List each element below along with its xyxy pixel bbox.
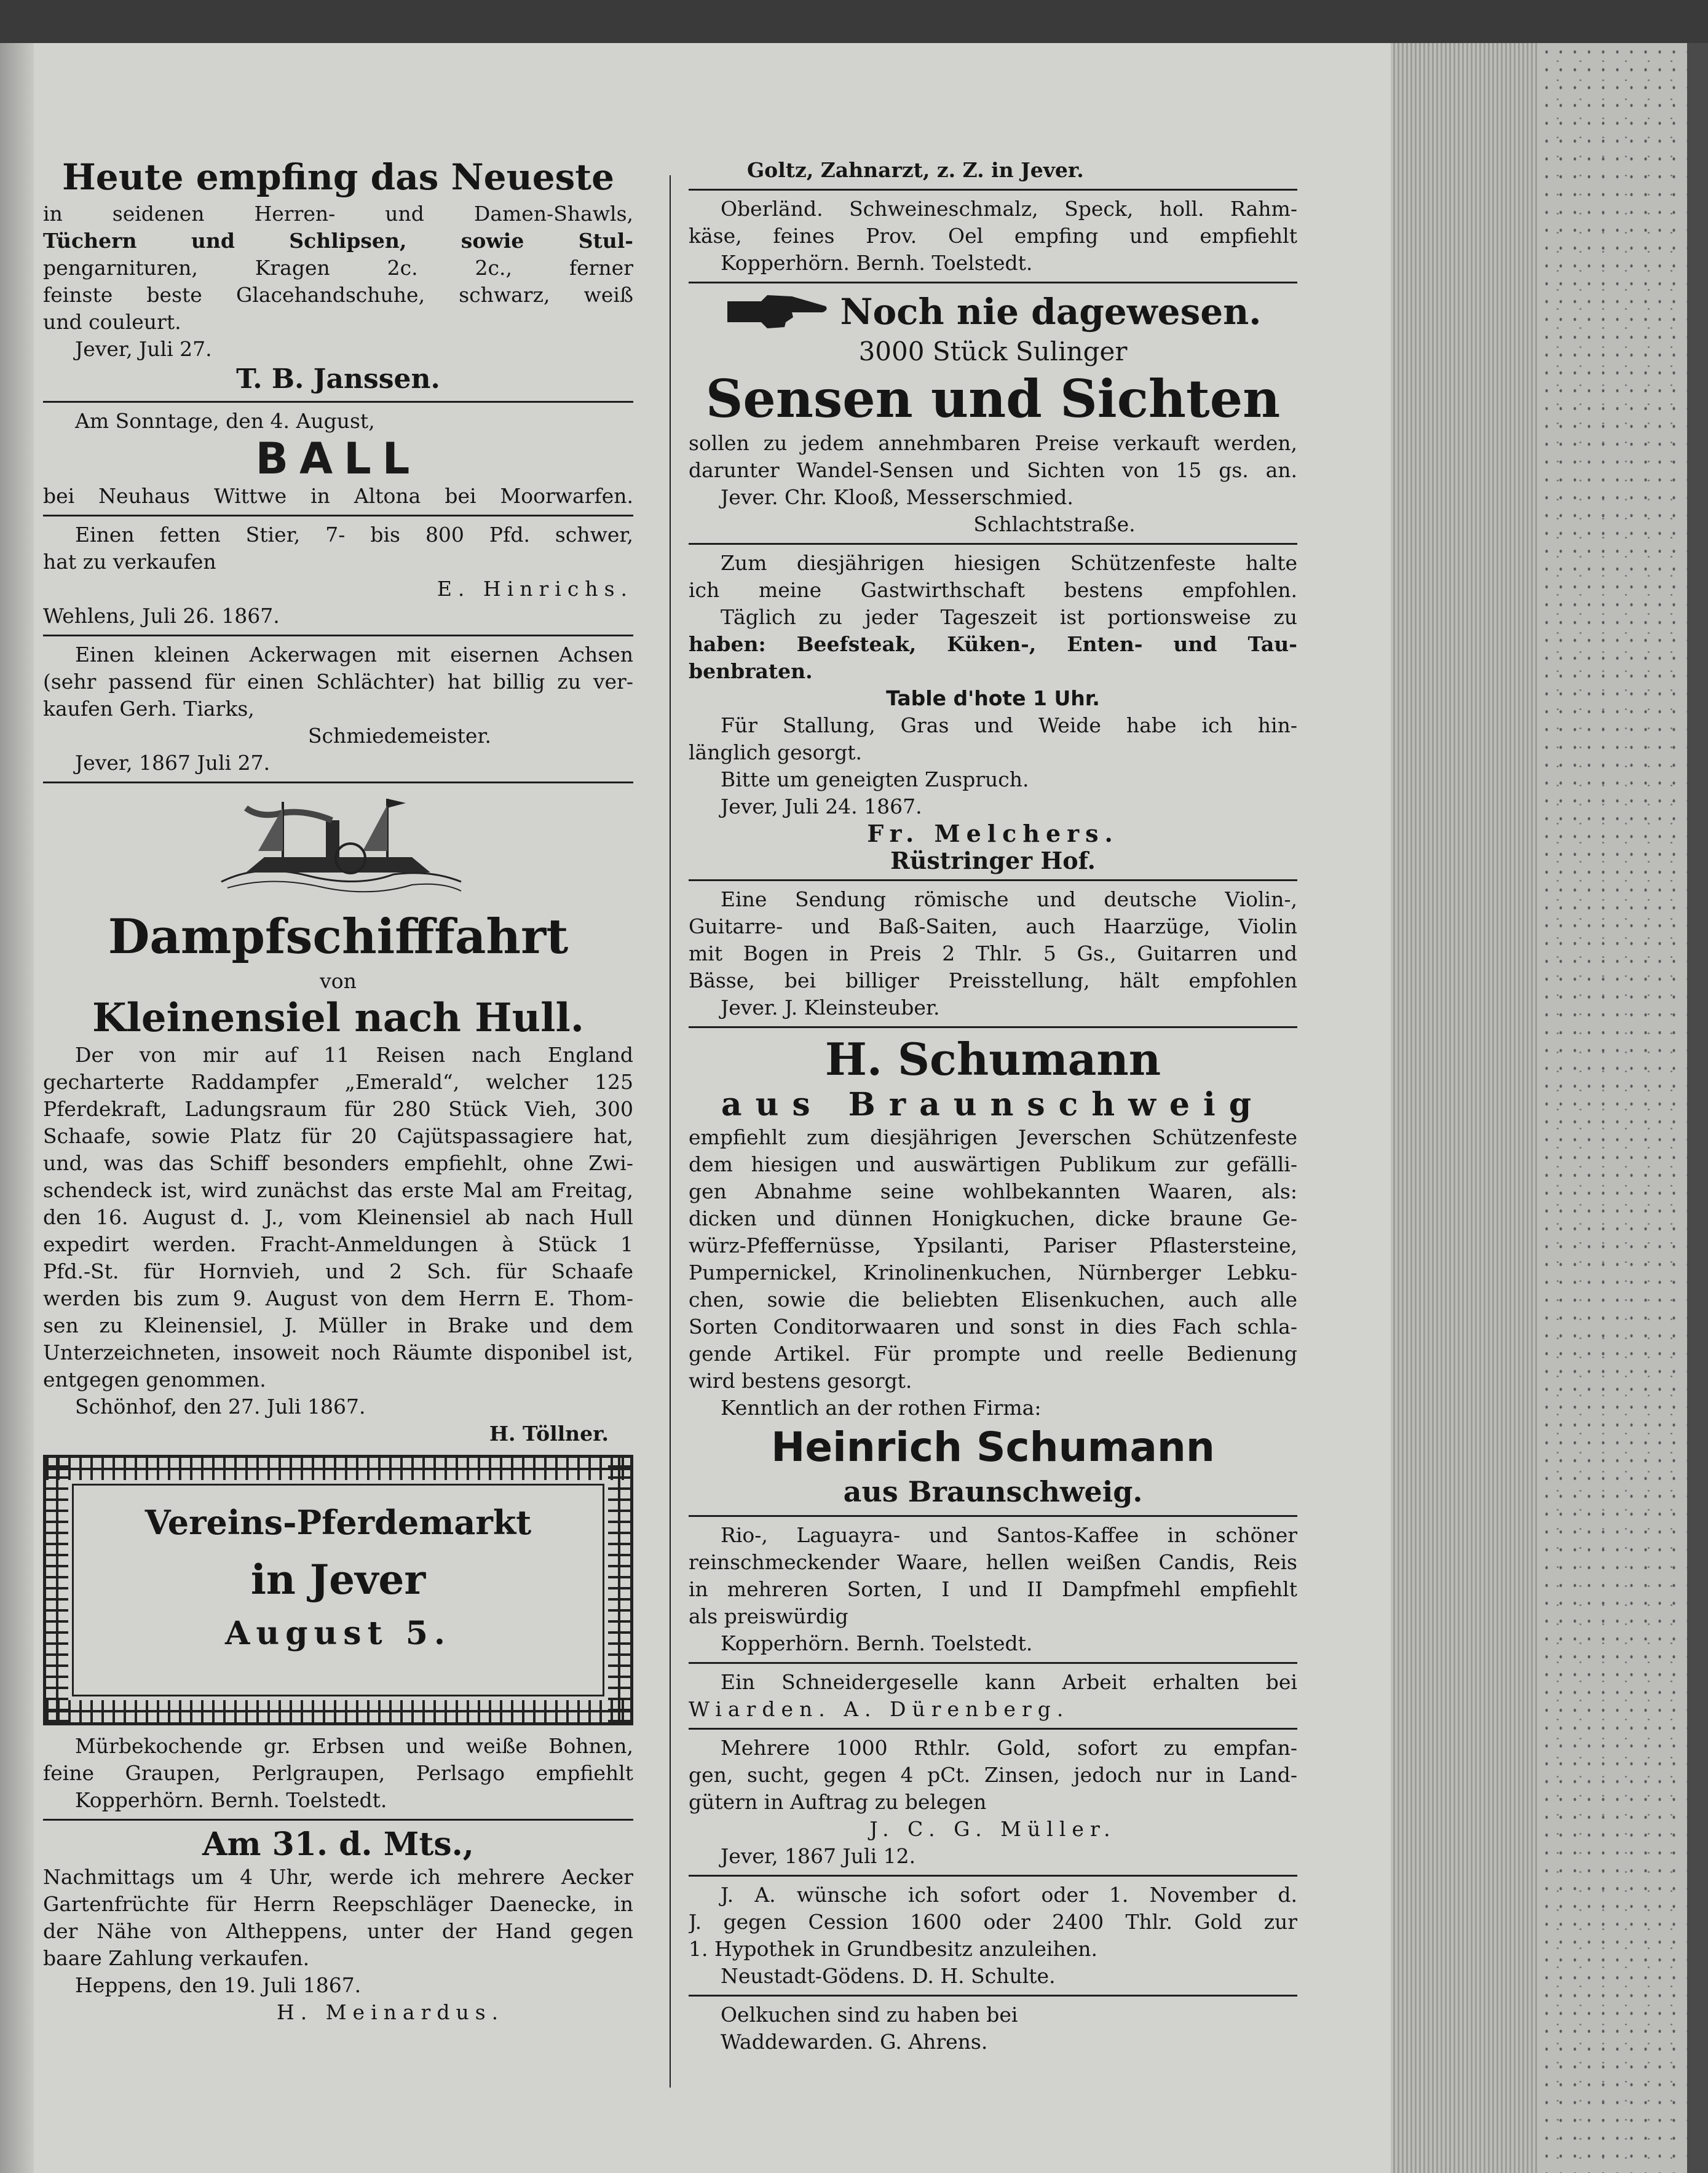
ad-line: Zum diesjährigen hiesigen Schützenfeste halte <box>721 551 1297 575</box>
ad-headline: Am 31. d. Mts., <box>202 1826 474 1863</box>
ad-saiten <box>689 886 1297 1021</box>
ad-line: mit Bogen in Preis 2 Thlr. 5 Gs., Guitarren und <box>689 941 1297 965</box>
separator <box>43 782 633 783</box>
ad-goltz: Goltz, Zahnarzt, z. Z. in Jever. <box>747 158 1084 182</box>
ad-line: expedirt werden. Fracht-Anmeldungen à Stück 1 <box>43 1232 633 1256</box>
separator <box>689 189 1297 191</box>
frame-border <box>46 1700 630 1722</box>
ad-line: entgegen genommen. <box>43 1368 266 1391</box>
separator <box>689 1728 1297 1730</box>
ad-line: feinste beste Glacehandschuhe, schwarz, weiß <box>43 283 633 307</box>
ad-signature: E. Hinrichs. <box>437 577 633 601</box>
ad-dateline: Jever, Juli 27. <box>75 337 212 361</box>
ad-line: würz-Pfeffernüsse, Ypsilanti, Pariser Pflastersteine, <box>689 1233 1297 1257</box>
ad-dateline: Wehlens, Juli 26. 1867. <box>43 604 280 628</box>
page-edges <box>1391 43 1540 2173</box>
ad-erbsen <box>43 1733 633 1814</box>
separator <box>689 1515 1297 1517</box>
ad-am-31 <box>43 1826 633 2026</box>
ad-ball <box>43 408 633 510</box>
ad-line: ich meine Gastwirthschaft bestens empfohlen. <box>689 578 1297 602</box>
ad-dateline: Schönhof, den 27. Juli 1867. <box>75 1395 366 1419</box>
ad-headline: Dampfschifffahrt <box>108 909 569 965</box>
ad-line: Täglich zu jeder Tageszeit ist portionsweise zu <box>721 605 1297 629</box>
ad-line: länglich gesorgt. <box>689 740 863 764</box>
separator <box>689 282 1297 283</box>
ad-dateline: Jever, Juli 24. 1867. <box>721 794 922 818</box>
frame-border <box>46 1458 630 1480</box>
ad-line: Rio-, Laguayra- und Santos-Kaffee in schöner <box>721 1523 1297 1547</box>
ad-subheadline: Kleinensiel nach Hull. <box>92 995 585 1041</box>
ad-line: Ein Schneidergeselle kann Arbeit erhalten bei <box>721 1670 1297 1694</box>
ad-headline: Heute empfing das Neueste <box>62 156 614 198</box>
separator <box>43 515 633 517</box>
ad-von: von <box>320 969 357 993</box>
ad-line: den 16. August d. J., vom Kleinensiel ab nach Hull <box>43 1205 633 1229</box>
ad-place: Rüstringer Hof. <box>890 847 1096 874</box>
ad-street: Schlachtstraße. <box>973 512 1136 536</box>
ad-line: feine Graupen, Perlgraupen, Perlsago empfiehlt <box>43 1761 633 1785</box>
ad-line: (sehr passend für einen Schlächter) hat billig zu ver- <box>43 670 633 694</box>
ad-dateline: Jever, 1867 Juli 27. <box>75 751 271 775</box>
ad-line: Am Sonntage, den 4. August, <box>75 409 375 433</box>
ad-line: gen, sucht, gegen 4 pCt. Zinsen, jedoch nur in Land- <box>689 1763 1297 1787</box>
separator <box>689 543 1297 545</box>
separator <box>43 1819 633 1821</box>
ad-line: Guitarre- und Baß-Saiten, auch Haarzüge, Violin <box>689 914 1297 938</box>
ad-headline: in Jever <box>250 1556 426 1604</box>
ad-headline: BALL <box>255 433 421 484</box>
ad-schumann <box>689 1033 1297 1510</box>
ad-line: pengarnituren, Kragen 2c. 2c., ferner <box>43 256 633 280</box>
ad-line: Schaafe, sowie Platz für 20 Cajütspassagiere hat, <box>43 1124 633 1148</box>
ad-line: kaufen Gerh. Tiarks, <box>43 697 255 721</box>
ad-line: benbraten. <box>689 659 813 683</box>
ad-line: der Nähe von Altheppens, unter der Hand gegen <box>43 1919 633 1943</box>
ad-firm: Heinrich Schumann <box>771 1423 1215 1471</box>
ad-line: sen zu Kleinensiel, J. Müller in Brake und dem <box>43 1313 633 1337</box>
ad-line: Mürbekochende gr. Erbsen und weiße Bohnen, <box>75 1734 633 1758</box>
ad-line: schendeck ist, wird zunächst das erste Mal am Freitag, <box>43 1178 633 1202</box>
ad-line: Pferdekraft, Ladungsraum für 280 Stück Vieh, 300 <box>43 1097 633 1121</box>
ad-line: baare Zahlung verkaufen. <box>43 1946 310 1970</box>
ad-signature: Kopperhörn. Bernh. Toelstedt. <box>721 251 1033 275</box>
ad-line: und, was das Schiff besonders empfiehlt, ohne Zwi- <box>43 1151 633 1175</box>
ad-table: Table d'hote 1 Uhr. <box>886 686 1100 710</box>
frame-border <box>608 1458 630 1722</box>
ad-line: als preiswürdig <box>689 1604 848 1628</box>
ad-signature: Jever. Chr. Klooß, Messerschmied. <box>721 485 1073 509</box>
ad-ackerwagen <box>43 641 633 777</box>
ad-headline-row <box>689 288 1297 335</box>
ad-line: haben: Beefsteak, Küken-, Enten- und Tau- <box>689 632 1297 656</box>
ad-line: J. A. wünsche ich sofort oder 1. November d. <box>721 1883 1297 1907</box>
ad-line: wird bestens gesorgt. <box>689 1369 912 1393</box>
ad-line: reinschmeckender Waare, hellen weißen Candis, Reis <box>689 1550 1297 1574</box>
ad-line: Für Stallung, Gras und Weide habe ich hin- <box>721 713 1297 737</box>
ad-signature: J. C. G. Müller. <box>869 1817 1117 1841</box>
ad-signature: Neustadt-Gödens. D. H. Schulte. <box>721 1964 1056 1988</box>
ad-line: gütern in Auftrag zu belegen <box>689 1790 987 1814</box>
ad-line: gecharterte Raddampfer „Emerald“, welcher 125 <box>43 1070 633 1094</box>
frame-content <box>83 1495 593 1685</box>
ad-line: dem hiesigen und auswärtigen Publikum zur gefälli- <box>689 1152 1297 1176</box>
ad-line: Kenntlich an der rothen Firma: <box>721 1396 1042 1420</box>
ad-line: Oberländ. Schweineschmalz, Speck, holl. Rahm- <box>721 197 1297 221</box>
ad-signature: Wiarden. A. Dürenberg. <box>689 1697 1070 1721</box>
ad-headline: H. Schumann <box>824 1033 1161 1085</box>
ad-line: darunter Wandel-Sensen und Sichten von 15 gs. an. <box>689 458 1297 482</box>
ad-line: 1. Hypothek in Grundbesitz anzuleihen. <box>689 1937 1097 1961</box>
ad-oelkuchen <box>689 2001 1297 2056</box>
ad-headline: Vereins-Pferdemarkt <box>144 1503 532 1542</box>
ad-schweineschmalz <box>689 196 1297 277</box>
ad-line: sollen zu jedem annehmbaren Preise verkauft werden, <box>689 431 1297 455</box>
ad-line: Sorten Conditorwaaren und sonst in dies Fach schla- <box>689 1315 1297 1339</box>
separator <box>689 879 1297 881</box>
ad-headline: Noch nie dagewesen. <box>840 291 1262 333</box>
column-divider <box>670 175 671 2088</box>
ad-line: J. gegen Cession 1600 oder 2400 Thlr. Gold zur <box>689 1910 1297 1934</box>
ad-kaffee <box>689 1522 1297 1657</box>
ad-signature: H. Töllner. <box>489 1422 609 1446</box>
separator <box>689 1875 1297 1877</box>
ad-line: Mehrere 1000 Rthlr. Gold, sofort zu empfan- <box>721 1736 1297 1760</box>
steamship-illustration <box>209 790 467 906</box>
ad-line: in mehreren Sorten, I und II Dampfmehl empfiehlt <box>689 1577 1297 1601</box>
ad-signature: Jever. J. Kleinsteuber. <box>721 995 940 1019</box>
ad-schuetzenfest <box>689 550 1297 874</box>
ad-signature: T. B. Janssen. <box>236 363 440 395</box>
separator <box>689 1662 1297 1664</box>
ad-line: bei Neuhaus Wittwe in Altona bei Moorwarfen. <box>43 484 633 508</box>
ad-firm2: aus Braunschweig. <box>843 1475 1143 1508</box>
ad-line: Oelkuchen sind zu haben bei <box>721 2003 1018 2027</box>
ad-line: empfiehlt zum diesjährigen Jeverschen Schützenfeste <box>689 1125 1297 1149</box>
ad-trade: Schmiedemeister. <box>307 724 492 748</box>
ad-line: in seidenen Herren- und Damen-Shawls, <box>43 202 633 226</box>
ad-subline: 3000 Stück Sulinger <box>858 336 1128 366</box>
separator <box>43 401 633 403</box>
right-column <box>689 157 1297 2056</box>
ad-signature: Kopperhörn. Bernh. Toelstedt. <box>721 1631 1033 1655</box>
ad-hypothek <box>689 1882 1297 1990</box>
ad-line: Bitte um geneigten Zuspruch. <box>721 767 1029 791</box>
ad-line: hat zu verkaufen <box>43 550 216 574</box>
ad-stier <box>43 521 633 630</box>
ad-line: dicken und dünnen Honigkuchen, dicke braune Ge- <box>689 1206 1297 1230</box>
ad-line: Bässe, bei billiger Preisstellung, hält empfohlen <box>689 968 1297 992</box>
ad-line: Unterzeichneten, insoweit noch Räumte disponibel ist, <box>43 1340 633 1364</box>
ad-line: Einen fetten Stier, 7- bis 800 Pfd. schwer, <box>75 523 633 547</box>
separator <box>689 1995 1297 1997</box>
ad-line: gende Artikel. Für prompte und reelle Bedienung <box>689 1342 1297 1366</box>
ad-sub: aus Braunschweig <box>721 1086 1265 1123</box>
ad-headline: August 5. <box>224 1615 451 1652</box>
pointing-hand-icon <box>724 290 829 333</box>
ad-dampfschiff <box>43 790 633 1447</box>
ad-big-headline: Sensen und Sichten <box>705 368 1281 429</box>
ad-line: Einen kleinen Ackerwagen mit eisernen Achsen <box>75 643 633 667</box>
left-column <box>43 154 633 2026</box>
ad-signature: H. Meinardus. <box>277 2000 505 2024</box>
ad-shawls <box>43 154 633 396</box>
ad-line: Pfd.-St. für Hornvieh, und 2 Sch. für Schaafe <box>43 1259 633 1283</box>
ad-line: Tüchern und Schlipsen, sowie Stul- <box>43 229 633 253</box>
book-gutter <box>0 43 34 2173</box>
ad-signature: Waddewarden. G. Ahrens. <box>721 2030 988 2054</box>
ad-line: käse, feines Prov. Oel empfing und empfiehlt <box>689 224 1297 248</box>
ad-dateline: Jever, 1867 Juli 12. <box>721 1844 916 1868</box>
ad-line: Eine Sendung römische und deutsche Violin-, <box>721 887 1297 911</box>
scan-background <box>0 0 1708 43</box>
ad-sensen <box>689 288 1297 538</box>
ad-line: gen Abnahme seine wohlbekannten Waaren, als: <box>689 1179 1297 1203</box>
ad-line: chen, sowie die beliebten Elisenkuchen, auch alle <box>689 1288 1297 1312</box>
ad-pferdemarkt-frame <box>43 1455 633 1725</box>
ad-signature: Kopperhörn. Bernh. Toelstedt. <box>75 1788 387 1812</box>
ad-line: Der von mir auf 11 Reisen nach England <box>75 1043 633 1067</box>
frame-border <box>46 1458 68 1722</box>
ad-line: werden bis zum 9. August von dem Herrn E. Thom- <box>43 1286 633 1310</box>
separator <box>43 635 633 636</box>
separator <box>689 1026 1297 1028</box>
ad-signature: Fr. Melchers. <box>867 820 1119 847</box>
ad-line: Nachmittags um 4 Uhr, werde ich mehrere Aecker <box>43 1865 633 1889</box>
speckled-cover <box>1540 43 1687 2173</box>
ad-line: und couleurt. <box>43 310 181 334</box>
ad-dateline: Heppens, den 19. Juli 1867. <box>75 1973 362 1997</box>
ad-line: Gartenfrüchte für Herrn Reepschläger Daenecke, in <box>43 1892 633 1916</box>
ad-gold <box>689 1735 1297 1870</box>
ad-schneider <box>689 1669 1297 1723</box>
ad-line: Pumpernickel, Krinolinenkuchen, Nürnberger Lebku- <box>689 1261 1297 1284</box>
